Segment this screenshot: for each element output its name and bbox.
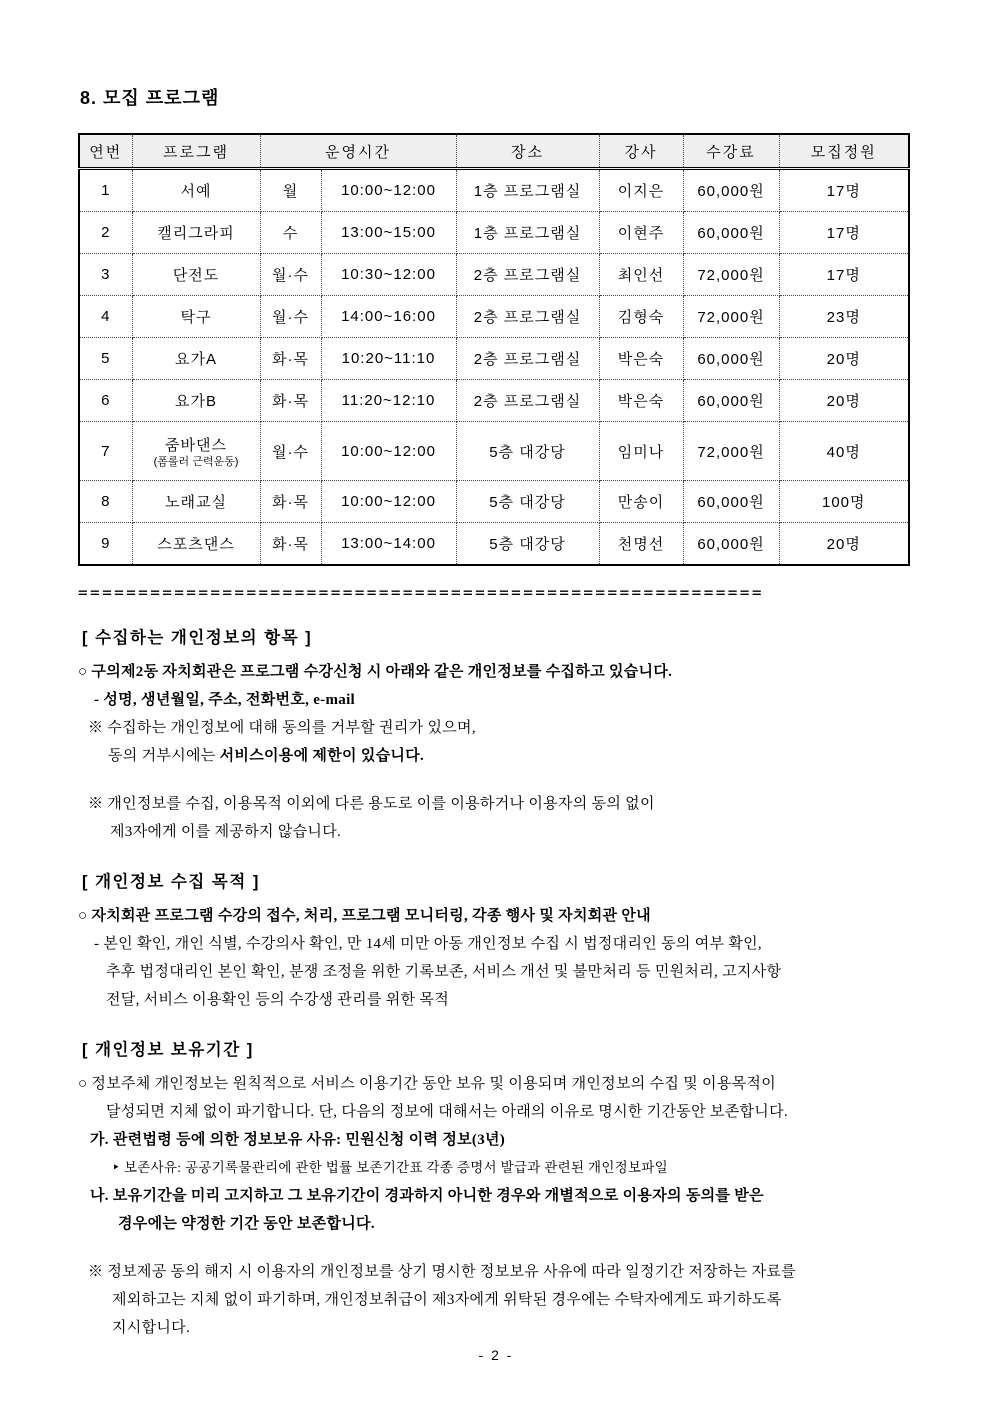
text-line: ※ 정보제공 동의 해지 시 이용자의 개인정보를 상기 명시한 정보보유 사유에 따라 일정기간 저장하는 자료를 (88, 1264, 796, 1280)
cell-place: 2층 프로그램실 (456, 296, 599, 338)
cell-capacity: 20명 (779, 523, 909, 566)
text-line (78, 1238, 914, 1258)
cell-time: 11:20~12:10 (321, 380, 456, 422)
text-line: 달성되면 지체 없이 파기합니다. 단, 다음의 정보에 대해서는 아래의 이유로 명시한 기간동안 보존합니다. (106, 1104, 788, 1120)
cell-days: 월·수 (260, 422, 321, 481)
cell-no: 4 (79, 296, 132, 338)
cell-fee: 72,000원 (683, 422, 779, 481)
section (78, 868, 914, 1014)
table-row (79, 422, 909, 481)
cell-place: 2층 프로그램실 (456, 254, 599, 296)
table-row (79, 212, 909, 254)
text-line: ○ 구의제2동 자치회관은 프로그램 수강신청 시 아래와 같은 개인정보를 수집하고 있습니다. (78, 664, 673, 680)
cell-no: 3 (79, 254, 132, 296)
col-header-no: 연번 (79, 134, 132, 169)
cell-capacity: 17명 (779, 254, 909, 296)
text-line: 제외하고는 지체 없이 파기하며, 개인정보취급이 제3자에게 위탁된 경우에는 수탁자에게도 파기하도록 (112, 1292, 782, 1308)
cell-time: 14:00~16:00 (321, 296, 456, 338)
cell-no: 9 (79, 523, 132, 566)
cell-instructor: 이현주 (599, 212, 683, 254)
cell-time: 10:00~12:00 (321, 169, 456, 212)
cell-fee: 60,000원 (683, 212, 779, 254)
text-line: ‣ 보존사유: 공공기록물관리에 관한 법률 보존기간표 각종 증명서 발급과 관련된 개인정보파일 (112, 1160, 669, 1175)
text-line: 지시합니다. (112, 1320, 191, 1336)
cell-program: 단전도 (132, 254, 260, 296)
cell-instructor: 임미나 (599, 422, 683, 481)
privacy-sections (78, 624, 914, 1342)
cell-no: 1 (79, 169, 132, 212)
cell-capacity: 17명 (779, 169, 909, 212)
cell-time: 10:00~12:00 (321, 422, 456, 481)
text-line: 전달, 서비스 이용확인 등의 수강생 관리를 위한 목적 (106, 992, 449, 1008)
cell-place: 1층 프로그램실 (456, 212, 599, 254)
text-line: 동의 거부시에는 서비스이용에 제한이 있습니다. (108, 748, 425, 764)
text-line: 가. 관련법령 등에 의한 정보보유 사유: 민원신청 이력 정보(3년) (90, 1132, 506, 1148)
cell-capacity: 23명 (779, 296, 909, 338)
cell-program: 줌바댄스 (폼롤러 근력운동) (132, 422, 260, 481)
col-header-instructor: 강사 (599, 134, 683, 169)
cell-days: 화·목 (260, 380, 321, 422)
cell-no: 5 (79, 338, 132, 380)
cell-instructor: 천명선 (599, 523, 683, 566)
cell-days: 화·목 (260, 481, 321, 523)
cell-fee: 72,000원 (683, 296, 779, 338)
cell-place: 5층 대강당 (456, 422, 599, 481)
cell-instructor: 만송이 (599, 481, 683, 523)
cell-capacity: 100명 (779, 481, 909, 523)
col-header-capacity: 모집정원 (779, 134, 909, 169)
col-header-place: 장소 (456, 134, 599, 169)
cell-instructor: 박은숙 (599, 380, 683, 422)
cell-place: 1층 프로그램실 (456, 169, 599, 212)
text-line (78, 770, 914, 790)
cell-program-note: (폼롤러 근력운동) (153, 455, 239, 468)
cell-days: 화·목 (260, 523, 321, 566)
cell-program: 서예 (132, 169, 260, 212)
cell-instructor: 최인선 (599, 254, 683, 296)
text-line: 나. 보유기간을 미리 고지하고 그 보유기간이 경과하지 아니한 경우와 개별적으로 이용자의 동의를 받은 (90, 1188, 764, 1204)
cell-days: 화·목 (260, 338, 321, 380)
cell-fee: 60,000원 (683, 481, 779, 523)
cell-days: 월 (260, 169, 321, 212)
program-table (78, 133, 910, 566)
table-row (79, 523, 909, 566)
text-line: 추후 법정대리인 본인 확인, 분쟁 조정을 위한 기록보존, 서비스 개선 및 불만처리 등 민원처리, 고지사항 (106, 964, 782, 980)
cell-program: 요가A (132, 338, 260, 380)
cell-capacity: 40명 (779, 422, 909, 481)
cell-program: 요가B (132, 380, 260, 422)
col-header-fee: 수강료 (683, 134, 779, 169)
text-line: ○ 자치회관 프로그램 수강의 접수, 처리, 프로그램 모니터링, 각종 행사 및 자치회관 안내 (78, 908, 651, 924)
cell-time: 13:00~14:00 (321, 523, 456, 566)
text-line: ※ 수집하는 개인정보에 대해 동의를 거부할 권리가 있으며, (88, 720, 476, 736)
section-heading: [ 수집하는 개인정보의 항목 ] (82, 629, 313, 647)
table-header-row (79, 134, 909, 169)
table-row (79, 338, 909, 380)
section-heading: [ 개인정보 수집 목적 ] (82, 873, 260, 891)
cell-time: 10:00~12:00 (321, 481, 456, 523)
cell-place: 5층 대강당 (456, 481, 599, 523)
section-heading: [ 개인정보 보유기간 ] (82, 1041, 254, 1059)
cell-no: 6 (79, 380, 132, 422)
cell-instructor: 김형숙 (599, 296, 683, 338)
cell-fee: 60,000원 (683, 338, 779, 380)
page-title: 8. 모집 프로그램 (80, 88, 220, 108)
section (78, 624, 914, 846)
cell-fee: 60,000원 (683, 169, 779, 212)
cell-place: 2층 프로그램실 (456, 338, 599, 380)
cell-fee: 60,000원 (683, 523, 779, 566)
col-header-schedule: 운영시간 (260, 134, 456, 169)
cell-time: 10:30~12:00 (321, 254, 456, 296)
cell-capacity: 20명 (779, 380, 909, 422)
text-line: - 성명, 생년월일, 주소, 전화번호, e-mail (94, 692, 356, 708)
table-row (79, 296, 909, 338)
cell-days: 월·수 (260, 296, 321, 338)
text-line: ※ 개인정보를 수집, 이용목적 이외에 다른 용도로 이를 이용하거나 이용자의 동의 없이 (88, 796, 655, 812)
text-line: - 본인 확인, 개인 식별, 수강의사 확인, 만 14세 미만 아동 개인정보 수집 시 법정대리인 동의 여부 확인, (94, 936, 762, 952)
cell-program: 캘리그라피 (132, 212, 260, 254)
cell-no: 2 (79, 212, 132, 254)
cell-no: 8 (79, 481, 132, 523)
cell-days: 수 (260, 212, 321, 254)
cell-fee: 60,000원 (683, 380, 779, 422)
text-line: ○ 정보주체 개인정보는 원칙적으로 서비스 이용기간 동안 보유 및 이용되며 개인정보의 수집 및 이용목적이 (78, 1076, 776, 1092)
cell-program: 노래교실 (132, 481, 260, 523)
divider-line: ========================================================= (78, 583, 764, 602)
cell-program: 스포츠댄스 (132, 523, 260, 566)
text-line: 제3자에게 이를 제공하지 않습니다. (110, 824, 342, 840)
col-header-program: 프로그램 (132, 134, 260, 169)
cell-time: 10:20~11:10 (321, 338, 456, 380)
cell-capacity: 17명 (779, 212, 909, 254)
cell-no: 7 (79, 422, 132, 481)
cell-fee: 72,000원 (683, 254, 779, 296)
cell-capacity: 20명 (779, 338, 909, 380)
cell-place: 5층 대강당 (456, 523, 599, 566)
table-row (79, 169, 909, 212)
cell-time: 13:00~15:00 (321, 212, 456, 254)
cell-days: 월·수 (260, 254, 321, 296)
cell-place: 2층 프로그램실 (456, 380, 599, 422)
table-row (79, 380, 909, 422)
cell-instructor: 이지은 (599, 169, 683, 212)
page-number: - 2 - (478, 1347, 514, 1363)
program-table-body (79, 169, 909, 566)
table-row (79, 254, 909, 296)
cell-program: 탁구 (132, 296, 260, 338)
cell-instructor: 박은숙 (599, 338, 683, 380)
text-line: 경우에는 약정한 기간 동안 보존합니다. (118, 1216, 375, 1232)
section (78, 1036, 914, 1342)
table-row (79, 481, 909, 523)
